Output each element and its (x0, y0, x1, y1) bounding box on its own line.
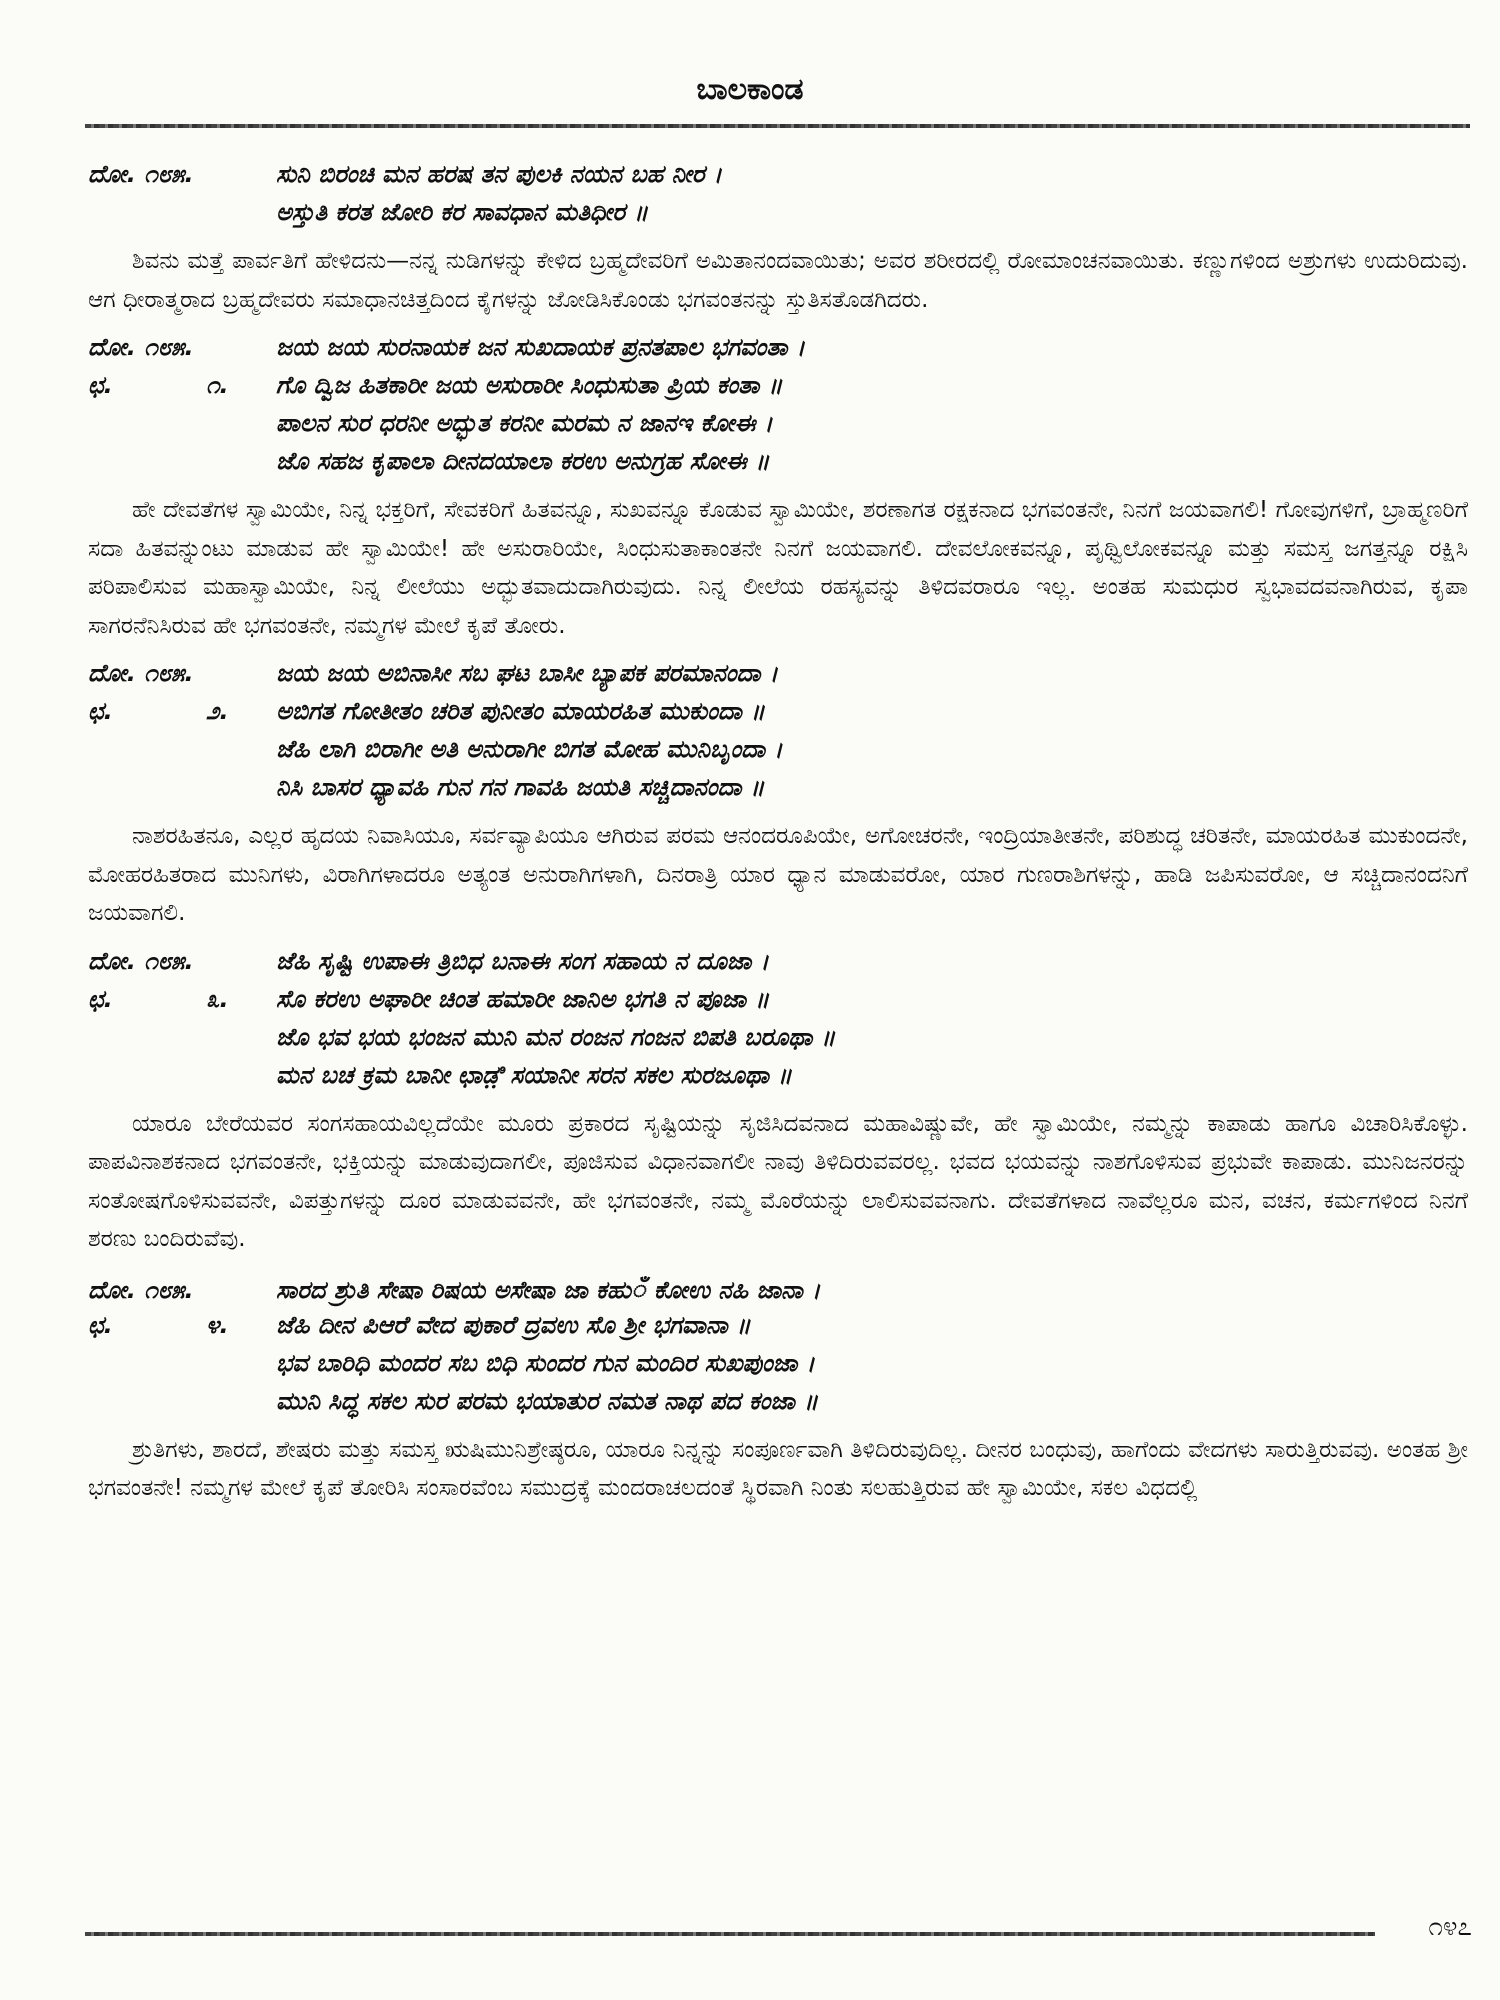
page-number: ೧೪೭ (1428, 1912, 1472, 1942)
verse-text: ಜೆಹಿ ಲಾಗಿ ಬಿರಾಗೀ ಅತಿ ಅನುರಾಗೀ ಬಿಗತ ಮೋಹ ಮುನಿಬೃಂದಾ । (276, 735, 783, 763)
header-divider (85, 124, 1470, 128)
verse-line (88, 1273, 1468, 1311)
translation-paragraph: ಶಿವನು ಮತ್ತೆ ಪಾರ್ವತಿಗೆ ಹೇಳಿದನು—ನನ್ನ ನುಡಿಗಳನ್ನು ಕೇಳಿದ ಬ್ರಹ್ಮದೇವರಿಗೆ ಅಮಿತಾನಂದವಾಯಿತು; ಅವರ ಶರೀರದಲ್ಲಿ ರೋಮಾಂಚನವಾಯಿತು. ಕಣ್ಣುಗಳಿಂದ ಅಶ್ರುಗಳು ಉದುರಿದುವು. ಆಗ ಧೀರಾತ್ಮರಾದ ಬ್ರಹ್ಮದೇವರು ಸಮಾಧಾನಚಿತ್ತದಿಂದ ಕೈಗಳನ್ನು ಜೋಡಿಸಿಕೊಂಡು ಭಗವಂತನನ್ನು ಸ್ತುತಿಸತೊಡಗಿದರು. (88, 248, 1468, 313)
verse-line (88, 773, 1468, 811)
footer-divider (85, 1932, 1375, 1936)
verse-line (88, 947, 1468, 985)
verse-number: ೨. (206, 697, 229, 725)
verse-text: ಅಬಿಗತ ಗೋತೀತಂ ಚರಿತ ಪುನೀತಂ ಮಾಯರಹಿತ ಮುಕುಂದಾ ॥ (276, 697, 765, 725)
verse-label: ದೋ. ೧೮೫. (88, 333, 194, 361)
verse-text: ಸುನಿ ಬಿರಂಚಿ ಮನ ಹರಷ ತನ ಪುಲಕಿ ನಯನ ಬಹ ನೀರ । (276, 160, 723, 188)
verse-text: ಸಾರದ ಶ್ರುತಿ ಸೇಷಾ ರಿಷಯ ಅಸೇಷಾ ಜಾ ಕಹುँ ಕೋಉ ನಹಿ ಜಾನಾ । (276, 1275, 821, 1304)
verse-line (88, 659, 1468, 697)
verse-line (88, 198, 1468, 236)
translation-paragraph: ಯಾರೂ ಬೇರೆಯವರ ಸಂಗಸಹಾಯವಿಲ್ಲದೆಯೇ ಮೂರು ಪ್ರಕಾರದ ಸೃಷ್ಟಿಯನ್ನು ಸೃಜಿಸಿದವನಾದ ಮಹಾವಿಷ್ಣುವೇ, ಹೇ ಸ್ವಾಮಿಯೇ, ನಮ್ಮನ್ನು ಕಾಪಾಡು ಹಾಗೂ ವಿಚಾರಿಸಿಕೊಳ್ಳು. ಪಾಪವಿನಾಶಕನಾದ ಭಗವಂತನೇ, ಭಕ್ತಿಯನ್ನು ಮಾಡುವುದಾಗಲೀ, ಪೂಜಿಸುವ ವಿಧಾನವಾಗಲೀ ನಾವು ತಿಳಿದಿರುವವರಲ್ಲ. ಭವದ ಭಯವನ್ನು ನಾಶಗೊಳಿಸುವ ಪ್ರಭುವೇ ಕಾಪಾಡು. ಮುನಿಜನರನ್ನು ಸಂತೋಷಗೊಳಿಸುವವನೇ, ವಿಪತ್ತುಗಳನ್ನು ದೂರ ಮಾಡುವವನೇ, ಹೇ ಭಗವಂತನೇ, ನಮ್ಮ ಮೊರೆಯನ್ನು ಲಾಲಿಸುವವನಾಗು. ದೇವತೆಗಳಾದ ನಾವೆಲ್ಲರೂ ಮನ, ವಚನ, ಕರ್ಮಗಳಿಂದ ನಿನಗೆ ಶರಣು ಬಂದಿರುವೆವು. (88, 1110, 1468, 1252)
verse-number: ೩. (206, 984, 229, 1013)
verse-text: ಮುನಿ ಸಿದ್ಧ ಸಕಲ ಸುರ ಪರಮ ಭಯಾತುರ ನಮತ ನಾಥ ಪದ ಕಂಜಾ ॥ (276, 1386, 819, 1415)
verse-number: ೪. (206, 1310, 229, 1339)
page-body (88, 160, 1468, 1522)
verse-text: ಜೊ ಸಹಜ ಕೃಪಾಲಾ ದೀನದಯಾಲಾ ಕರಉ ಅನುಗ್ರಹ ಸೋಈ ॥ (276, 447, 770, 475)
verse-line (88, 735, 1468, 773)
verse-line (88, 697, 1468, 735)
verse-line (88, 333, 1468, 371)
verse-line (88, 1311, 1468, 1349)
verse-text: ನಿಸಿ ಬಾಸರ ಧ್ಯಾವಹಿ ಗುನ ಗನ ಗಾವಹಿ ಜಯತಿ ಸಚ್ಚಿದಾನಂದಾ ॥ (276, 773, 765, 801)
verse-label: ಛ. (88, 371, 113, 399)
verse-line (88, 1349, 1468, 1387)
verse-block (88, 1273, 1468, 1425)
verse-text: ಜಯ ಜಯ ಸುರನಾಯಕ ಜನ ಸುಖದಾಯಕ ಪ್ರನತಪಾಲ ಭಗವಂತಾ । (276, 333, 805, 361)
verse-label: ದೋ. ೧೮೫. (88, 1275, 194, 1304)
verse-label: ದೋ. ೧೮೫. (88, 659, 194, 687)
verse-block (88, 333, 1468, 485)
verse-number: ೧. (206, 371, 229, 399)
verse-line (88, 1023, 1468, 1061)
verse-line (88, 1061, 1468, 1099)
verse-line (88, 409, 1468, 447)
verse-line (88, 447, 1468, 485)
verse-block (88, 160, 1468, 236)
verse-text: ಗೊ ದ್ವಿಜ ಹಿತಕಾರೀ ಜಯ ಅಸುರಾರೀ ಸಿಂಧುಸುತಾ ಪ್ರಿಯ ಕಂತಾ ॥ (276, 371, 783, 399)
verse-text: ಪಾಲನ ಸುರ ಧರನೀ ಅದ್ಭುತ ಕರನೀ ಮರಮ ನ ಜಾನಇ ಕೋಈ । (276, 409, 773, 437)
verse-line (88, 1387, 1468, 1425)
verse-text: ಮನ ಬಚ ಕ್ರಮ ಬಾನೀ ಛಾಡ಼ಿ ಸಯಾನೀ ಸರನ ಸಕಲ ಸುರಜೂಥಾ ॥ (276, 1060, 792, 1089)
translation-paragraph: ನಾಶರಹಿತನೂ, ಎಲ್ಲರ ಹೃದಯ ನಿವಾಸಿಯೂ, ಸರ್ವವ್ಯಾಪಿಯೂ ಆಗಿರುವ ಪರಮ ಆನಂದರೂಪಿಯೇ, ಅಗೋಚರನೇ, ಇಂದ್ರಿಯಾತೀತನೇ, ಪರಿಶುದ್ಧ ಚರಿತನೇ, ಮಾಯರಹಿತ ಮುಕುಂದನೇ, ಮೋಹರಹಿತರಾದ ಮುನಿಗಳು, ವಿರಾಗಿಗಳಾದರೂ ಅತ್ಯಂತ ಅನುರಾಗಿಗಳಾಗಿ, ದಿನರಾತ್ರಿ ಯಾರ ಧ್ಯಾನ ಮಾಡುವರೋ, ಯಾರ ಗುಣರಾಶಿಗಳನ್ನು, ಹಾಡಿ ಜಪಿಸುವರೋ, ಆ ಸಚ್ಚಿದಾನಂದನಿಗೆ ಜಯವಾಗಲಿ. (88, 823, 1468, 926)
translation-paragraph: ಶ್ರುತಿಗಳು, ಶಾರದೆ, ಶೇಷರು ಮತ್ತು ಸಮಸ್ತ ಋಷಿಮುನಿಶ್ರೇಷ್ಠರೂ, ಯಾರೂ ನಿನ್ನನ್ನು ಸಂಪೂರ್ಣವಾಗಿ ತಿಳಿದಿರುವುದಿಲ್ಲ. ದೀನರ ಬಂಧುವು, ಹಾಗೆಂದು ವೇದಗಳು ಸಾರುತ್ತಿರುವವು. ಅಂತಹ ಶ್ರೀ ಭಗವಂತನೇ! ನಮ್ಮಗಳ ಮೇಲೆ ಕೃಪೆ ತೋರಿಸಿ ಸಂಸಾರವೆಂಬ ಸಮುದ್ರಕ್ಕೆ ಮಂದರಾಚಲದಂತೆ ಸ್ಥಿರವಾಗಿ ನಿಂತು ಸಲಹುತ್ತಿರುವ ಹೇ ಸ್ವಾಮಿಯೇ, ಸಕಲ ವಿಧದಲ್ಲಿ (88, 1436, 1468, 1501)
verse-text: ಅಸ್ತುತಿ ಕರತ ಜೋರಿ ಕರ ಸಾವಧಾನ ಮತಿಧೀರ ॥ (276, 198, 649, 226)
verse-line (88, 160, 1468, 198)
verse-label: ಛ. (88, 1310, 113, 1339)
verse-line (88, 985, 1468, 1023)
verse-block (88, 947, 1468, 1099)
verse-label: ದೋ. ೧೮೫. (88, 160, 194, 188)
page-title: ಬಾಲಕಾಂಡ (696, 72, 804, 107)
verse-block (88, 659, 1468, 811)
translation-paragraph: ಹೇ ದೇವತೆಗಳ ಸ್ವಾಮಿಯೇ, ನಿನ್ನ ಭಕ್ತರಿಗೆ, ಸೇವಕರಿಗೆ ಹಿತವನ್ನೂ, ಸುಖವನ್ನೂ ಕೊಡುವ ಸ್ವಾಮಿಯೇ, ಶರಣಾಗತ ರಕ್ಷಕನಾದ ಭಗವಂತನೇ, ನಿನಗೆ ಜಯವಾಗಲಿ! ಗೋವುಗಳಿಗೆ, ಬ್ರಾಹ್ಮಣರಿಗೆ ಸದಾ ಹಿತವನ್ನುಂಟು ಮಾಡುವ ಹೇ ಸ್ವಾಮಿಯೇ! ಹೇ ಅಸುರಾರಿಯೇ, ಸಿಂಧುಸುತಾಕಾಂತನೇ ನಿನಗೆ ಜಯವಾಗಲಿ. ದೇವಲೋಕವನ್ನೂ, ಪೃಥ್ವಿಲೋಕವನ್ನೂ ಮತ್ತು ಸಮಸ್ತ ಜಗತ್ತನ್ನೂ ರಕ್ಷಿಸಿ ಪರಿಪಾಲಿಸುವ ಮಹಾಸ್ವಾಮಿಯೇ, ನಿನ್ನ ಲೀಲೆಯು ಅದ್ಭುತವಾದುದಾಗಿರುವುದು. ನಿನ್ನ ಲೀಲೆಯ ರಹಸ್ಯವನ್ನು ತಿಳಿದವರಾರೂ ಇಲ್ಲ. ಅಂತಹ ಸುಮಧುರ ಸ್ವಭಾವದವನಾಗಿರುವ, ಕೃಪಾ ಸಾಗರನೆನಿಸಿರುವ ಹೇ ಭಗವಂತನೇ, ನಮ್ಮಗಳ ಮೇಲೆ ಕೃಪೆ ತೋರು. (88, 497, 1468, 639)
verse-line (88, 371, 1468, 409)
verse-label: ದೋ. ೧೮೫. (88, 946, 194, 975)
verse-text: ಜೊ ಭವ ಭಯ ಭಂಜನ ಮುನಿ ಮನ ರಂಜನ ಗಂಜನ ಬಿಪತಿ ಬರೂಥಾ ॥ (276, 1022, 836, 1051)
verse-text: ಭವ ಬಾರಿಧಿ ಮಂದರ ಸಬ ಬಿಧಿ ಸುಂದರ ಗುನ ಮಂದಿರ ಸುಖಪುಂಜಾ । (276, 1348, 815, 1377)
verse-label: ಛ. (88, 697, 113, 725)
verse-text: ಸೊ ಕರಉ ಅಘಾರೀ ಚಿಂತ ಹಮಾರೀ ಜಾನಿಅ ಭಗತಿ ನ ಪೂಜಾ ॥ (276, 984, 770, 1013)
verse-text: ಜಯ ಜಯ ಅಬಿನಾಸೀ ಸಬ ಘಟ ಬಾಸೀ ಬ್ಯಾಪಕ ಪರಮಾನಂದಾ । (276, 659, 778, 687)
verse-text: ಜೆಹಿ ಸೃಷ್ಟಿ ಉಪಾಈ ತ್ರಿಬಿಧ ಬನಾಈ ಸಂಗ ಸಹಾಯ ನ ದೂಜಾ । (276, 946, 769, 975)
verse-text: ಜೆಹಿ ದೀನ ಪಿಆರೆ ವೇದ ಪುಕಾರೆ ದ್ರವಉ ಸೊ ಶ್ರೀ ಭಗವಾನಾ ॥ (276, 1310, 751, 1339)
verse-label: ಛ. (88, 984, 113, 1013)
